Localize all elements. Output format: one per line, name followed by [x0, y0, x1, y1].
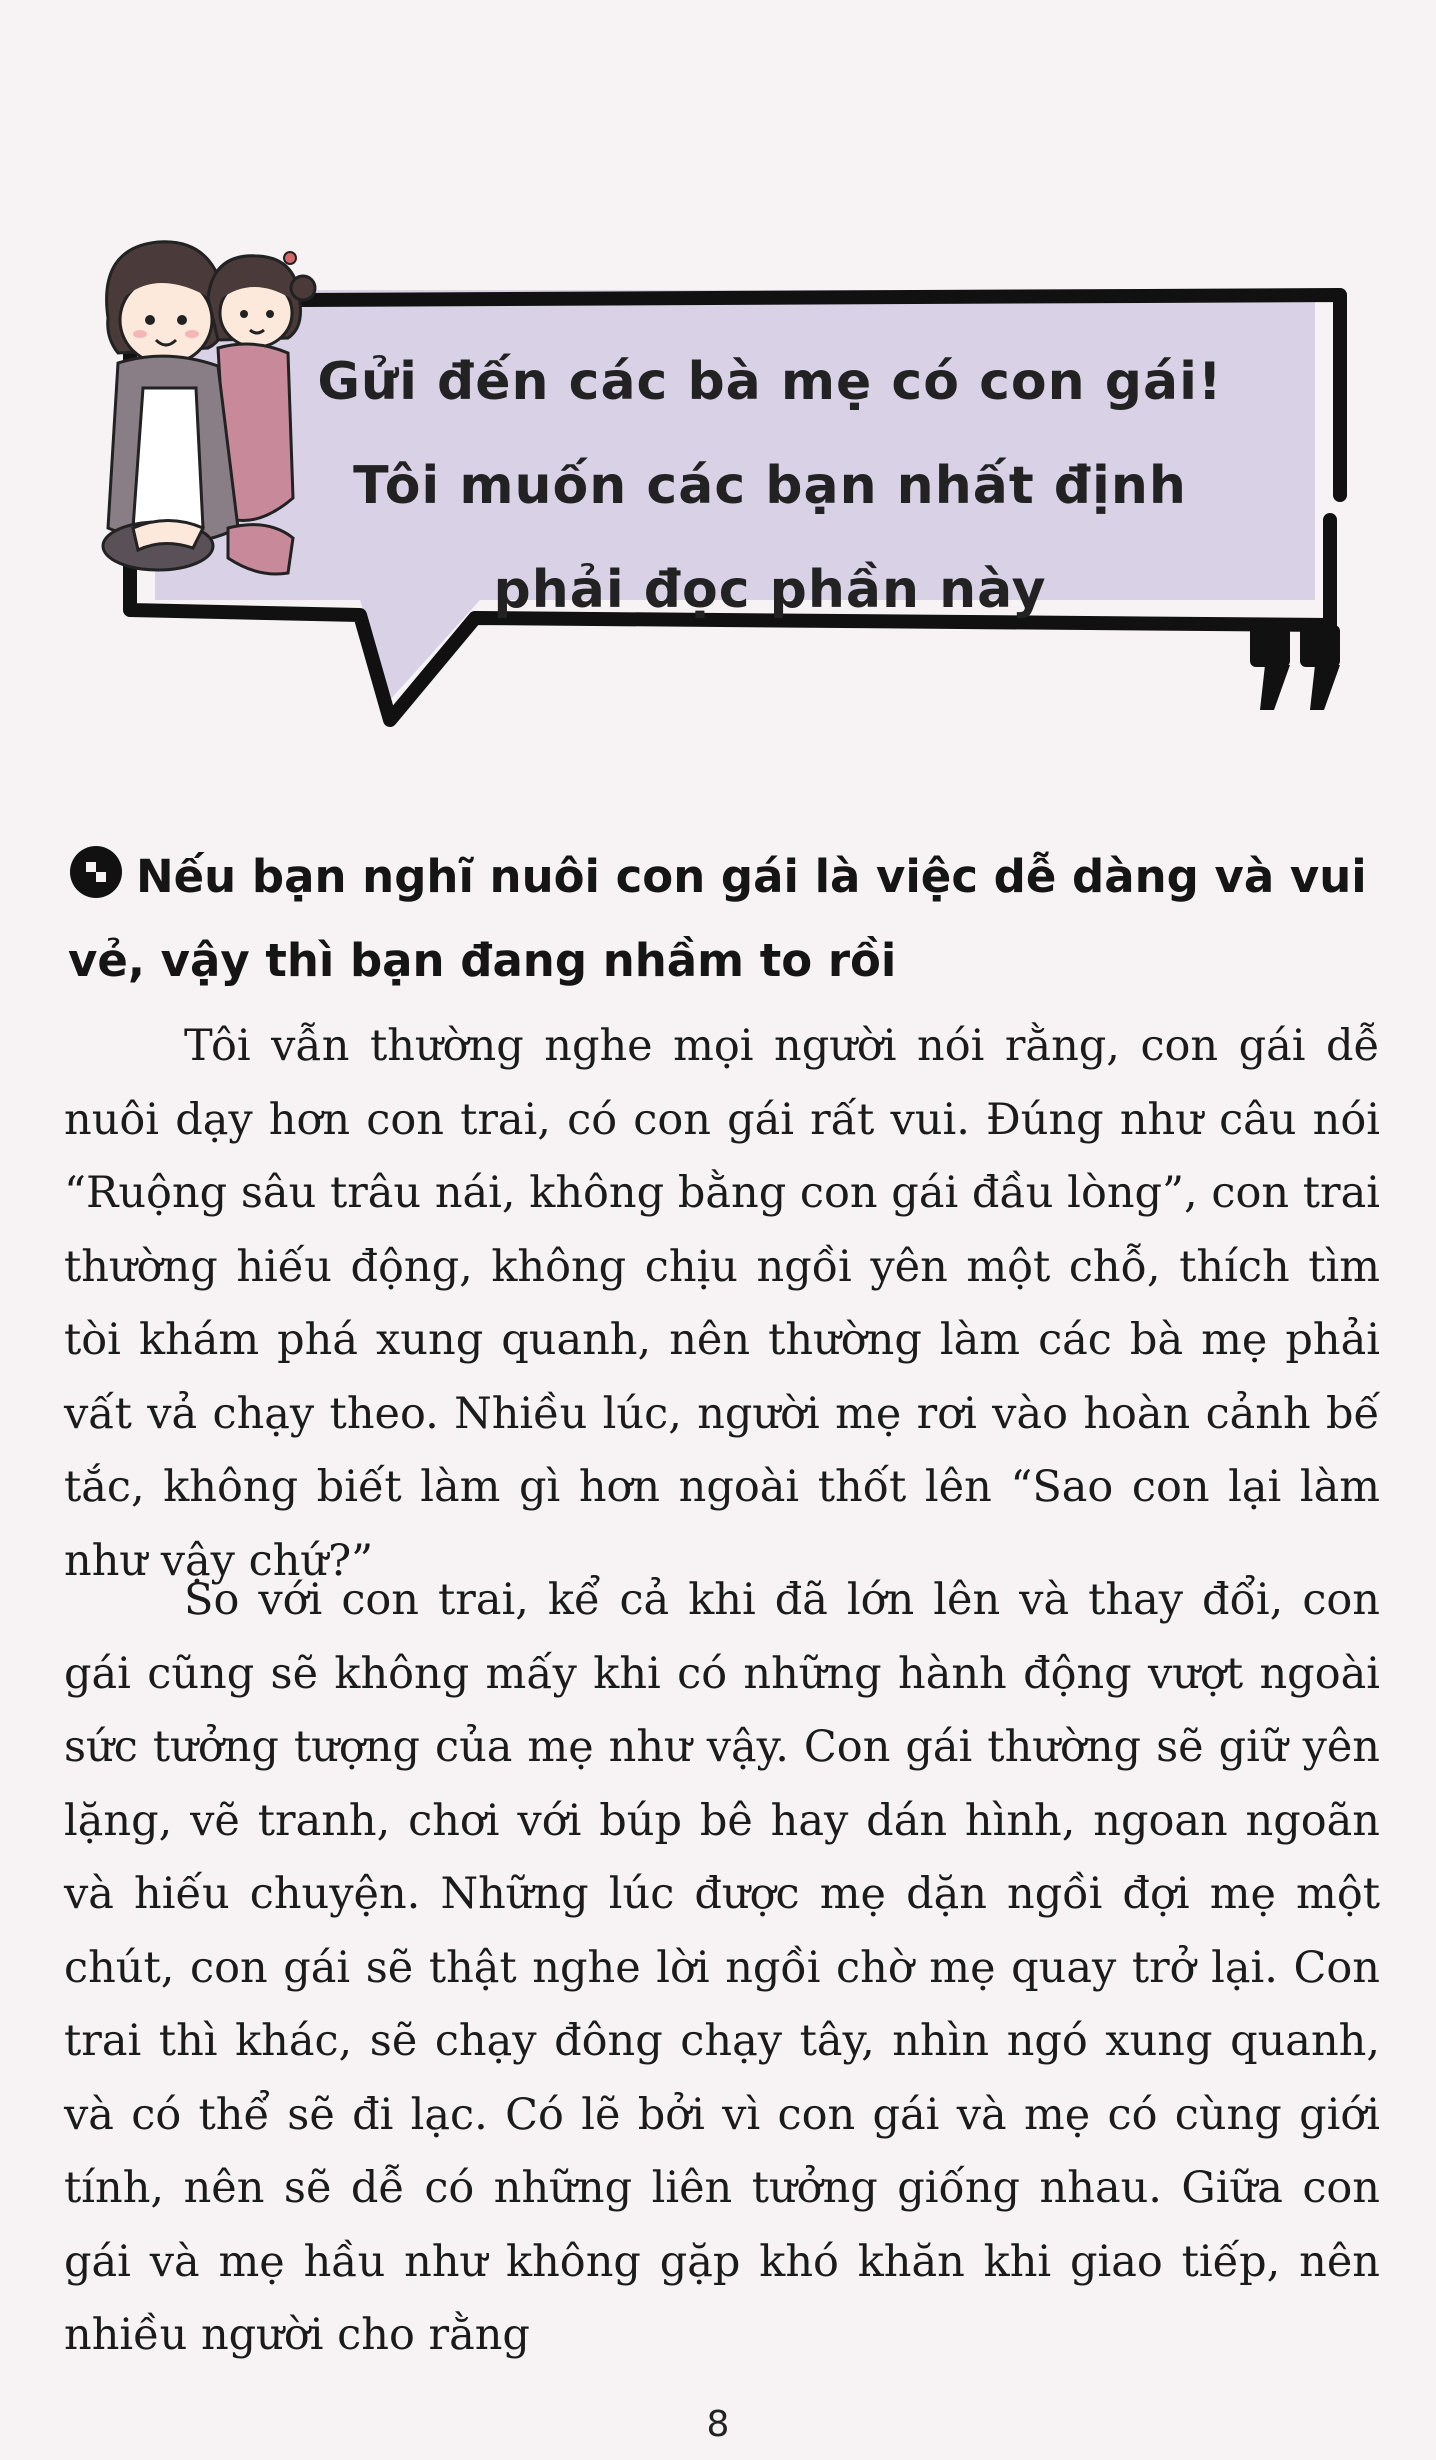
- callout-line-1: Gửi đến các bà mẹ có con gái!: [317, 352, 1223, 412]
- page-number: 8: [706, 2404, 730, 2445]
- body-paragraph-2: [64, 1564, 1380, 2373]
- paragraph-text: Tôi vẫn thường nghe mọi người nói rằng, con gái dễ nuôi dạy hơn con trai, có con gái rất vui. Đúng như câu nói “Ruộng sâu trâu nái, không bằng con gái đầu lòng”, con trai thường hiếu động, không chịu ngồi yên một chỗ, thích tìm tòi khám phá xung quanh, nên thường làm các bà mẹ phải vất vả chạy theo. Nhiều lúc, người mẹ rơi vào hoàn cảnh bế tắc, không biết làm gì hơn ngoài thốt lên “Sao con lại làm như vậy chứ?”: [64, 1021, 1380, 1586]
- section-heading-line-1: Nếu bạn nghĩ nuôi con gái là việc dễ dàng và vui: [136, 850, 1367, 903]
- callout-line-2: Tôi muốn các bạn nhất định: [353, 456, 1187, 516]
- callout-line-3: phải đọc phần này: [493, 560, 1047, 620]
- paragraph-text: So với con trai, kể cả khi đã lớn lên và thay đổi, con gái cũng sẽ không mấy khi có những hành động vượt ngoài sức tưởng tượng của mẹ như vậy. Con gái thường sẽ giữ yên lặng, vẽ tranh, chơi với búp bê hay dán hình, ngoan ngoãn và hiếu chuyện. Những lúc được mẹ dặn ngồi đợi mẹ một chút, con gái sẽ thật nghe lời ngồi chờ mẹ quay trở lại. Con trai thì khác, sẽ chạy đông chạy tây, nhìn ngó xung quanh, và có thể sẽ đi lạc. Có lẽ bởi vì con gái và mẹ có cùng giới tính, nên sẽ dễ có những liên tưởng giống nhau. Giữa con gái và mẹ hầu như không gặp khó khăn khi giao tiếp, nên nhiều người cho rằng: [64, 1575, 1380, 2360]
- section-bullet-icon: [68, 844, 124, 900]
- callout-title: [200, 330, 1340, 642]
- section-heading-line-2: vẻ, vậy thì bạn đang nhầm to rồi: [68, 934, 897, 987]
- body-paragraph-1: [64, 1010, 1380, 1598]
